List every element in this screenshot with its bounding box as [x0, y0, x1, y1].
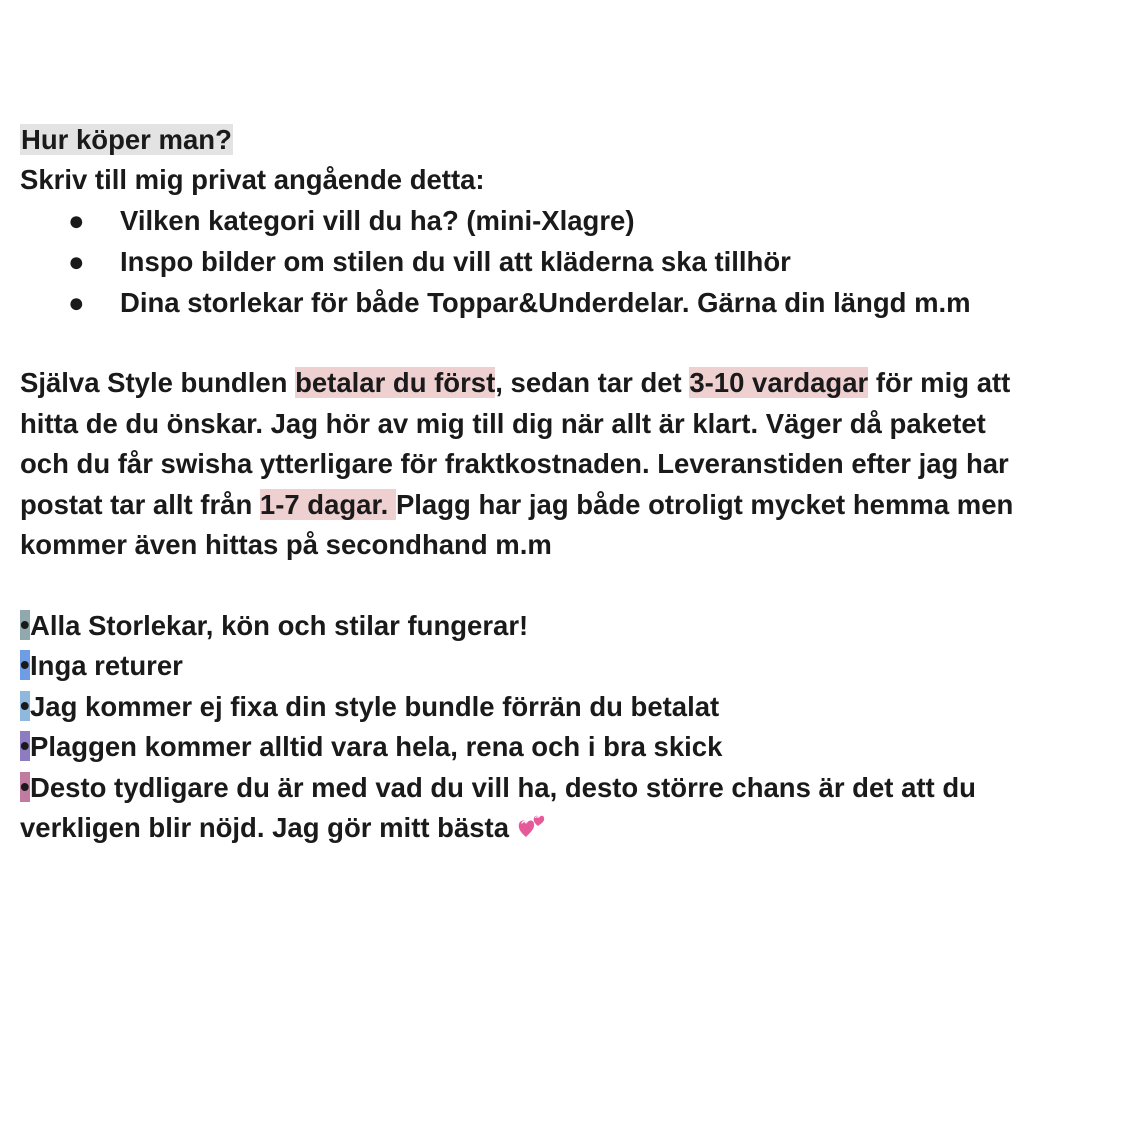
bullet-icon: ●: [68, 246, 85, 277]
bullet-icon: ●: [68, 287, 85, 318]
requirements-list: [20, 200, 1120, 323]
document-body: [20, 120, 1120, 849]
list-item: ● Vilken kategori vill du ha? (mini-Xlagre): [20, 200, 1120, 241]
paragraph-line: postat tar allt från 1-7 dagar. Plagg har jag både otroligt mycket hemma men: [20, 488, 1014, 520]
two-hearts-icon: [517, 812, 547, 840]
note-marker: [20, 691, 30, 721]
highlight-delivery-days: 1-7 dagar.: [259, 488, 396, 520]
note-item: •Desto tydligare du är med vad du vill ha, desto större chans är det att du: [20, 768, 1120, 809]
list-item: ● Inspo bilder om stilen du vill att kläderna ska tillhör: [20, 241, 1120, 282]
note-item: •Jag kommer ej fixa din style bundle förrän du betalat: [20, 687, 1120, 728]
page-title: Hur köper man?: [21, 124, 232, 155]
note-item: •Plaggen kommer alltid vara hela, rena och i bra skick: [20, 727, 1120, 768]
closing-line: verkligen blir nöjd. Jag gör mitt bästa: [20, 808, 1120, 849]
paragraph-line: kommer även hittas på secondhand m.m: [20, 529, 552, 560]
list-item: ● Dina storlekar för både Toppar&Underdelar. Gärna din längd m.m: [20, 282, 1120, 323]
spacer: [20, 323, 1120, 363]
note-marker: [20, 731, 30, 761]
bullet-icon: ●: [68, 205, 85, 236]
highlight-business-days: 3-10 vardagar: [689, 367, 869, 398]
spacer: [20, 566, 1120, 606]
intro-text: Skriv till mig privat angående detta:: [20, 164, 485, 195]
paragraph-line: och du får swisha ytterligare för fraktkostnaden. Leveranstiden efter jag har: [20, 448, 1009, 479]
note-item: •Alla Storlekar, kön och stilar fungerar!: [20, 606, 1120, 647]
note-item: •Inga returer: [20, 646, 1120, 687]
heading-line: [20, 120, 1120, 160]
paragraph-line: hitta de du önskar. Jag hör av mig till dig när allt är klart. Väger då paketet: [20, 407, 986, 439]
highlight-pay-first: betalar du först: [295, 367, 496, 398]
paragraph-line: Själva Style bundlen betalar du först, sedan tar det 3-10 vardagar för mig att: [20, 367, 1011, 398]
notes-list: [20, 606, 1120, 849]
note-marker: [20, 610, 30, 640]
note-marker: [20, 772, 30, 802]
description-paragraph: [20, 363, 1120, 566]
note-marker: [20, 650, 30, 680]
